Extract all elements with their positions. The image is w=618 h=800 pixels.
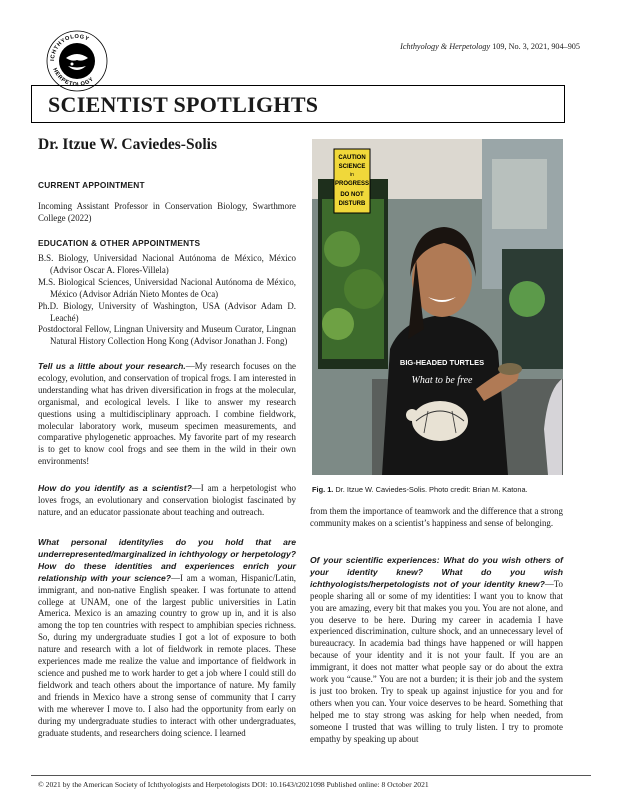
- footer-divider: [31, 775, 591, 776]
- answer: —I am a woman, Hispanic/Latin, immigrant, and non-native English speaker. I was fortunate to attend college at UNAM, one of the largest public universities in Latin America. Mexico is an amazing country to grow up in, and it is also among the top ten countries with respect to amphibian species richness. So, during my undergraduate studies I got a lot of exposure to both nature and research with a lot of fieldwork in remote places. These experiences made me realize the value and importance of fieldwork in science and pushed me to work harder to get a job where I could still do fieldwork and teach others about the importance of nature. My family and friends in Mexico have a strong sense of community that I carry with me wherever I move to. I also had the opportunity from early on during my undergraduate studies to interact with other undergraduates, graduate students, and researchers doing science. I learned: [38, 572, 296, 738]
- question: Tell us a little about your research.: [38, 361, 186, 371]
- sign-text: DISTURB: [338, 201, 366, 207]
- education-entry: Ph.D. Biology, University of Washington, USA (Advisor Adam D. Leaché): [38, 300, 296, 323]
- qa-wish: [310, 555, 563, 746]
- portrait-photo: [312, 139, 563, 475]
- sign-text: CAUTION: [338, 155, 366, 161]
- answer: —To people sharing all or some of my identities: I want you to know that you are amazing, every bit that makes you you. You are not alone, and you deserve to be here. During my career in academia I have experienced discrimination, culture shock, and an unnecessary level of bureaucracy. In academia bad things have happened or will happen because of your identity and it is not your fault. If you are an immigrant, it does not matter what people say or do about the extra work you “cause.” You are not a burden; it is their job and the system is just too broken. Try to speak up against injustice for you and for others when you can. Your voice deserves to be heard. Something that helped me to stay strong was asking for help when needed, from someone I trusted that was willing to truly listen. I try to promote empathy by speaking up about: [310, 578, 563, 744]
- sign-text: DO NOT: [340, 192, 364, 198]
- current-appointment-heading: CURRENT APPOINTMENT: [38, 180, 145, 190]
- education-heading: EDUCATION & OTHER APPOINTMENTS: [38, 238, 201, 248]
- journal-name: Ichthyology & Herpetology: [400, 42, 491, 51]
- banner-title: SCIENTIST SPOTLIGHTS: [48, 92, 319, 117]
- sign-text: in: [350, 172, 354, 178]
- answer: —My research focuses on the ecology, evolution, and conservation of tropical frogs. I am interested in understanding what has driven diversification in frogs at the molecular, organismal, and ecological levels. I like to answer my research questions using a multidisciplinary approach. I combine fieldwork, molecular laboratory work, museum specimen measurements, and comparative phylogenetic approaches. My favorite part of my research is to get to know cool frogs and see them in the wild in their own environments!: [38, 361, 296, 467]
- education-entry: B.S. Biology, Universidad Nacional Autónoma de México, México (Advisor Oscar A. Flores-Villela): [38, 253, 296, 275]
- continuation-text: from them the importance of teamwork and the difference that a strong community makes on a scientist’s happiness and sense of belonging.: [310, 506, 563, 528]
- sign-text: SCIENCE: [338, 164, 366, 170]
- qa-identities: [38, 537, 296, 739]
- education-entry: M.S. Biological Sciences, Universidad Nacional Autónoma de México, México (Advisor Adrián Nieto Montes de Oca): [38, 276, 296, 299]
- education-entry: Postdoctoral Fellow, Lingnan University and Museum Curator, Lingnan Natural History Collection Hong Kong (Advisor Jonathan J. Fong): [38, 324, 296, 347]
- journal-citation: [400, 42, 580, 51]
- figure-caption: [312, 485, 528, 494]
- svg-text:ICHTHYOLOGY: ICHTHYOLOGY: [49, 33, 90, 62]
- shirt-text: What to be free: [411, 375, 473, 386]
- person-name: Dr. Itzue W. Caviedes-Solis: [38, 136, 217, 153]
- education-list: [38, 253, 296, 348]
- sign-text: PROGRESS: [334, 181, 370, 187]
- journal-volume: 109, No. 3, 2021, 904–905: [490, 42, 580, 51]
- question: Of your scientific experiences: What do you wish others of your identity knew? What do you wish ichthyologists/herpetologists not of your identity knew?: [310, 555, 563, 589]
- figure-label: Fig. 1.: [312, 485, 334, 494]
- caption-text: Dr. Itzue W. Caviedes-Solis. Photo credit: Brian M. Katona.: [333, 485, 528, 494]
- qa-identify: [38, 483, 296, 519]
- current-appointment-text: Incoming Assistant Professor in Conservation Biology, Swarthmore College (2022): [38, 201, 296, 223]
- shirt-text: BIG-HEADED TURTLES: [399, 358, 485, 367]
- qa-research: [38, 361, 296, 468]
- question: What personal identity/ies do you hold that are underrepresented/marginalized in ichthyology or herpetology? How do these identities and experiences enrich your relationship with your science?: [38, 537, 296, 583]
- footer-copyright: © 2021 by the American Society of Ichthyologists and Herpetologists DOI: 10.1643/t2021098 Published online: 8 October 2021: [38, 780, 429, 789]
- answer: —I am a herpetologist who loves frogs, an evolutionary and conservation biologist fascinated by nature, and an educator passionate about teaching and outreach.: [38, 483, 296, 517]
- svg-text:HERPETOLOGY: HERPETOLOGY: [51, 67, 96, 89]
- question: How do you identify as a scientist?: [38, 483, 192, 493]
